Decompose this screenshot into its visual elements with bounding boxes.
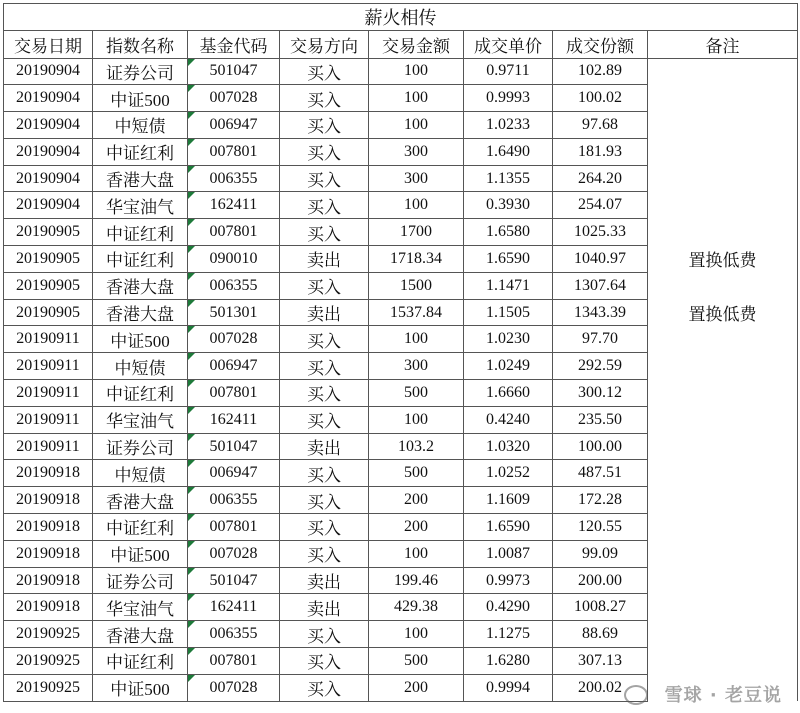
cell-unit-price: 1.1505 <box>464 299 553 326</box>
cell-date: 20190904 <box>4 138 93 165</box>
cell-index-name: 香港大盘 <box>93 299 188 326</box>
cell-date: 20190905 <box>4 299 93 326</box>
cell-direction: 买入 <box>280 192 369 219</box>
cell-index-name: 证券公司 <box>93 567 188 594</box>
cell-unit-price: 1.6580 <box>464 219 553 246</box>
cell-direction: 买入 <box>280 648 369 675</box>
cell-index-name: 华宝油气 <box>93 406 188 433</box>
cell-direction: 卖出 <box>280 433 369 460</box>
cell-fund-code: 162411 <box>188 192 280 219</box>
cell-remark <box>648 58 798 85</box>
cell-shares: 487.51 <box>553 460 648 487</box>
cell-index-name: 证券公司 <box>93 58 188 85</box>
cell-remark <box>648 460 798 487</box>
header-index-name: 指数名称 <box>93 31 188 59</box>
cell-shares: 1343.39 <box>553 299 648 326</box>
cell-date: 20190905 <box>4 219 93 246</box>
cell-unit-price: 0.9711 <box>464 58 553 85</box>
cell-direction: 买入 <box>280 112 369 139</box>
cell-unit-price: 1.6490 <box>464 138 553 165</box>
cell-amount: 500 <box>369 380 464 407</box>
cell-shares: 235.50 <box>553 406 648 433</box>
cell-shares: 200.02 <box>553 674 648 701</box>
cell-amount: 100 <box>369 112 464 139</box>
cell-direction: 买入 <box>280 219 369 246</box>
cell-date: 20190904 <box>4 165 93 192</box>
cell-fund-code: 007801 <box>188 138 280 165</box>
cell-amount: 200 <box>369 514 464 541</box>
table-row <box>4 58 798 85</box>
cell-shares: 292.59 <box>553 353 648 380</box>
cell-shares: 254.07 <box>553 192 648 219</box>
cell-direction: 买入 <box>280 138 369 165</box>
cell-fund-code: 501047 <box>188 58 280 85</box>
cell-unit-price: 1.0230 <box>464 326 553 353</box>
cell-remark <box>648 85 798 112</box>
cell-date: 20190918 <box>4 540 93 567</box>
cell-date: 20190918 <box>4 594 93 621</box>
cell-date: 20190925 <box>4 621 93 648</box>
cell-amount: 1500 <box>369 272 464 299</box>
cell-amount: 100 <box>369 192 464 219</box>
cell-remark <box>648 165 798 192</box>
cell-remark <box>648 406 798 433</box>
table-row <box>4 219 798 246</box>
table-row <box>4 460 798 487</box>
table-row <box>4 246 798 273</box>
cell-index-name: 中短债 <box>93 460 188 487</box>
cell-date: 20190918 <box>4 567 93 594</box>
table-row <box>4 621 798 648</box>
cell-fund-code: 007801 <box>188 219 280 246</box>
cell-shares: 97.70 <box>553 326 648 353</box>
cell-unit-price: 1.0252 <box>464 460 553 487</box>
cell-direction: 买入 <box>280 272 369 299</box>
table-row <box>4 299 798 326</box>
cell-shares: 181.93 <box>553 138 648 165</box>
cell-remark: 置换低费 <box>648 299 798 326</box>
cell-direction: 买入 <box>280 165 369 192</box>
cell-amount: 500 <box>369 648 464 675</box>
cell-index-name: 中证红利 <box>93 219 188 246</box>
table-row <box>4 594 798 621</box>
watermark: 雪球 · 老豆说 <box>664 685 782 706</box>
cell-index-name: 证券公司 <box>93 433 188 460</box>
cell-unit-price: 1.0249 <box>464 353 553 380</box>
header-remark: 备注 <box>648 31 798 59</box>
cell-remark <box>648 648 798 675</box>
cell-direction: 买入 <box>280 487 369 514</box>
cell-unit-price: 0.4240 <box>464 406 553 433</box>
cell-remark: 置换低费 <box>648 246 798 273</box>
cell-remark <box>648 192 798 219</box>
cell-unit-price: 1.6590 <box>464 514 553 541</box>
header-date: 交易日期 <box>4 31 93 59</box>
cell-unit-price: 0.9993 <box>464 85 553 112</box>
cell-shares: 88.69 <box>553 621 648 648</box>
cell-unit-price: 1.1471 <box>464 272 553 299</box>
cell-direction: 卖出 <box>280 246 369 273</box>
cell-direction: 买入 <box>280 326 369 353</box>
cell-shares: 120.55 <box>553 514 648 541</box>
title-row <box>4 4 798 31</box>
cell-index-name: 中证红利 <box>93 514 188 541</box>
cell-shares: 99.09 <box>553 540 648 567</box>
cell-index-name: 中证500 <box>93 85 188 112</box>
cell-remark <box>648 514 798 541</box>
cell-date: 20190918 <box>4 514 93 541</box>
cell-direction: 买入 <box>280 85 369 112</box>
cell-date: 20190905 <box>4 272 93 299</box>
cell-direction: 买入 <box>280 514 369 541</box>
cell-date: 20190925 <box>4 674 93 701</box>
header-unit-price: 成交单价 <box>464 31 553 59</box>
cell-fund-code: 006947 <box>188 353 280 380</box>
cell-unit-price: 1.0087 <box>464 540 553 567</box>
cell-fund-code: 090010 <box>188 246 280 273</box>
cell-fund-code: 501301 <box>188 299 280 326</box>
table-row <box>4 514 798 541</box>
cell-index-name: 华宝油气 <box>93 192 188 219</box>
header-row <box>4 31 798 59</box>
cell-unit-price: 1.1355 <box>464 165 553 192</box>
cell-unit-price: 1.1609 <box>464 487 553 514</box>
cell-unit-price: 1.6280 <box>464 648 553 675</box>
cell-shares: 307.13 <box>553 648 648 675</box>
cell-index-name: 华宝油气 <box>93 594 188 621</box>
cell-shares: 100.00 <box>553 433 648 460</box>
cell-remark <box>648 219 798 246</box>
cell-fund-code: 006947 <box>188 112 280 139</box>
cell-amount: 100 <box>369 85 464 112</box>
cell-date: 20190918 <box>4 460 93 487</box>
cell-unit-price: 0.9973 <box>464 567 553 594</box>
cell-amount: 200 <box>369 674 464 701</box>
table-row <box>4 540 798 567</box>
cell-direction: 买入 <box>280 380 369 407</box>
cell-fund-code: 007028 <box>188 326 280 353</box>
cell-amount: 1700 <box>369 219 464 246</box>
cell-date: 20190904 <box>4 112 93 139</box>
cell-fund-code: 007028 <box>188 540 280 567</box>
table-row <box>4 648 798 675</box>
cell-fund-code: 007028 <box>188 674 280 701</box>
cell-amount: 199.46 <box>369 567 464 594</box>
cell-date: 20190918 <box>4 487 93 514</box>
cell-amount: 100 <box>369 58 464 85</box>
table-row <box>4 380 798 407</box>
cell-direction: 卖出 <box>280 594 369 621</box>
cell-amount: 300 <box>369 353 464 380</box>
cell-fund-code: 006355 <box>188 272 280 299</box>
cell-amount: 100 <box>369 540 464 567</box>
xueqiu-logo-icon <box>624 685 648 705</box>
cell-fund-code: 006947 <box>188 460 280 487</box>
cell-index-name: 香港大盘 <box>93 621 188 648</box>
cell-shares: 1040.97 <box>553 246 648 273</box>
table-row <box>4 112 798 139</box>
cell-direction: 买入 <box>280 540 369 567</box>
cell-fund-code: 006355 <box>188 487 280 514</box>
cell-index-name: 中证500 <box>93 326 188 353</box>
cell-amount: 429.38 <box>369 594 464 621</box>
header-fund-code: 基金代码 <box>188 31 280 59</box>
cell-amount: 103.2 <box>369 433 464 460</box>
table-row <box>4 567 798 594</box>
cell-amount: 100 <box>369 406 464 433</box>
cell-shares: 1008.27 <box>553 594 648 621</box>
table-row <box>4 85 798 112</box>
cell-unit-price: 0.4290 <box>464 594 553 621</box>
cell-amount: 1718.34 <box>369 246 464 273</box>
table-row <box>4 192 798 219</box>
cell-date: 20190904 <box>4 192 93 219</box>
cell-fund-code: 006355 <box>188 621 280 648</box>
cell-fund-code: 501047 <box>188 433 280 460</box>
cell-date: 20190911 <box>4 353 93 380</box>
cell-index-name: 香港大盘 <box>93 165 188 192</box>
cell-shares: 1307.64 <box>553 272 648 299</box>
cell-shares: 1025.33 <box>553 219 648 246</box>
table-row <box>4 326 798 353</box>
cell-remark <box>648 272 798 299</box>
cell-remark <box>648 487 798 514</box>
cell-date: 20190911 <box>4 406 93 433</box>
table-row <box>4 487 798 514</box>
cell-remark <box>648 540 798 567</box>
cell-date: 20190904 <box>4 85 93 112</box>
cell-unit-price: 1.1275 <box>464 621 553 648</box>
cell-index-name: 香港大盘 <box>93 272 188 299</box>
cell-shares: 200.00 <box>553 567 648 594</box>
cell-index-name: 中证红利 <box>93 246 188 273</box>
cell-direction: 买入 <box>280 58 369 85</box>
cell-amount: 100 <box>369 621 464 648</box>
cell-direction: 买入 <box>280 460 369 487</box>
cell-index-name: 中证红利 <box>93 648 188 675</box>
cell-fund-code: 007028 <box>188 85 280 112</box>
cell-shares: 102.89 <box>553 58 648 85</box>
cell-unit-price: 1.0320 <box>464 433 553 460</box>
header-amount: 交易金额 <box>369 31 464 59</box>
cell-index-name: 中短债 <box>93 353 188 380</box>
cell-direction: 卖出 <box>280 299 369 326</box>
cell-unit-price: 1.6660 <box>464 380 553 407</box>
cell-remark <box>648 138 798 165</box>
cell-index-name: 中证500 <box>93 540 188 567</box>
header-direction: 交易方向 <box>280 31 369 59</box>
cell-shares: 97.68 <box>553 112 648 139</box>
cell-fund-code: 007801 <box>188 648 280 675</box>
cell-fund-code: 007801 <box>188 514 280 541</box>
cell-shares: 300.12 <box>553 380 648 407</box>
cell-direction: 买入 <box>280 621 369 648</box>
cell-amount: 500 <box>369 460 464 487</box>
cell-unit-price: 0.3930 <box>464 192 553 219</box>
cell-amount: 200 <box>369 487 464 514</box>
cell-index-name: 香港大盘 <box>93 487 188 514</box>
cell-unit-price: 0.9994 <box>464 674 553 701</box>
table-row <box>4 272 798 299</box>
cell-date: 20190911 <box>4 380 93 407</box>
cell-shares: 172.28 <box>553 487 648 514</box>
cell-unit-price: 1.6590 <box>464 246 553 273</box>
cell-shares: 264.20 <box>553 165 648 192</box>
cell-amount: 300 <box>369 165 464 192</box>
cell-direction: 卖出 <box>280 567 369 594</box>
cell-index-name: 中证红利 <box>93 138 188 165</box>
trade-table <box>3 3 798 702</box>
cell-direction: 买入 <box>280 353 369 380</box>
cell-date: 20190904 <box>4 58 93 85</box>
cell-index-name: 中短债 <box>93 112 188 139</box>
cell-unit-price: 1.0233 <box>464 112 553 139</box>
table-row <box>4 353 798 380</box>
cell-remark <box>648 433 798 460</box>
cell-amount: 100 <box>369 326 464 353</box>
header-shares: 成交份额 <box>553 31 648 59</box>
cell-fund-code: 162411 <box>188 594 280 621</box>
cell-remark <box>648 567 798 594</box>
cell-date: 20190911 <box>4 326 93 353</box>
cell-remark <box>648 353 798 380</box>
cell-remark <box>648 326 798 353</box>
cell-direction: 买入 <box>280 674 369 701</box>
table-row <box>4 433 798 460</box>
cell-shares: 100.02 <box>553 85 648 112</box>
table-row <box>4 138 798 165</box>
cell-fund-code: 162411 <box>188 406 280 433</box>
cell-fund-code: 006355 <box>188 165 280 192</box>
cell-remark <box>648 594 798 621</box>
cell-fund-code: 007801 <box>188 380 280 407</box>
cell-remark <box>648 621 798 648</box>
cell-remark <box>648 112 798 139</box>
cell-amount: 1537.84 <box>369 299 464 326</box>
cell-amount: 300 <box>369 138 464 165</box>
table-row <box>4 406 798 433</box>
table-row <box>4 165 798 192</box>
cell-date: 20190905 <box>4 246 93 273</box>
cell-remark <box>648 380 798 407</box>
cell-date: 20190925 <box>4 648 93 675</box>
cell-index-name: 中证500 <box>93 674 188 701</box>
cell-index-name: 中证红利 <box>93 380 188 407</box>
cell-direction: 买入 <box>280 406 369 433</box>
table-title: 薪火相传 <box>4 4 798 31</box>
cell-date: 20190911 <box>4 433 93 460</box>
cell-fund-code: 501047 <box>188 567 280 594</box>
